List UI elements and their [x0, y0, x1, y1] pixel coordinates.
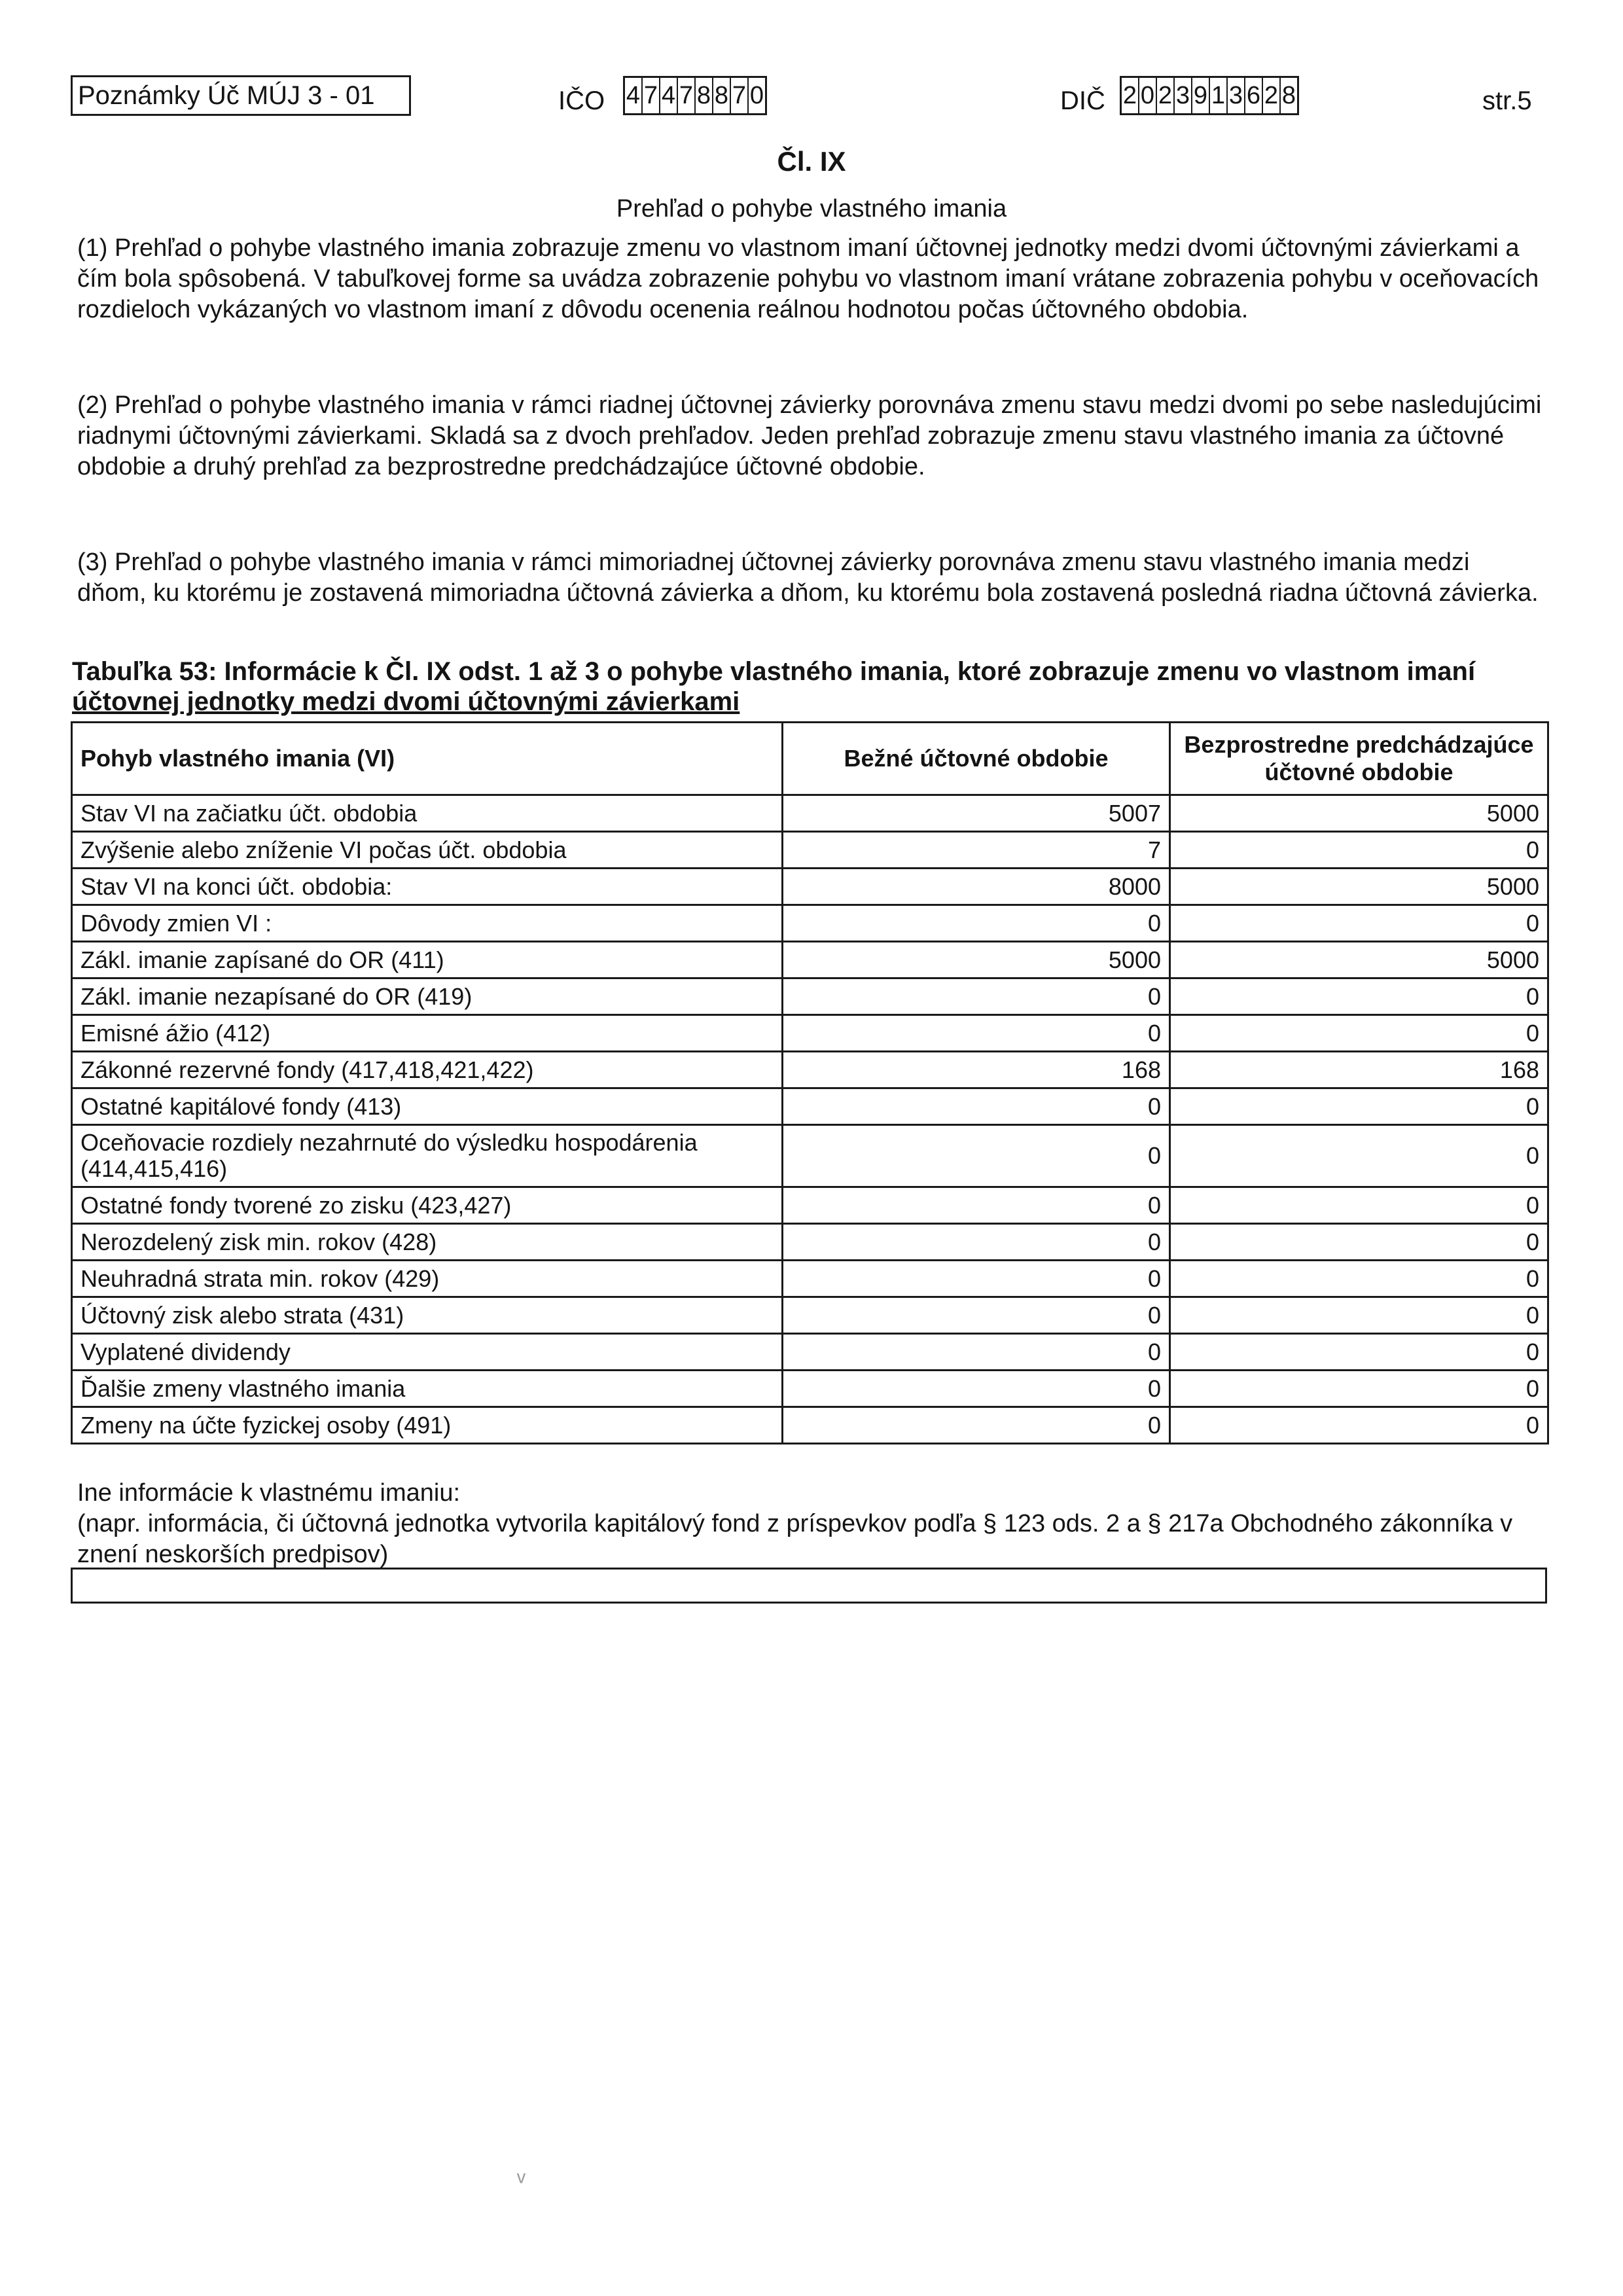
previous-value: 0: [1170, 1187, 1548, 1224]
table-header-row: [72, 723, 1548, 795]
dic-digit: 1: [1210, 78, 1228, 113]
row-label: Ostatné fondy tvorené zo zisku (423,427): [72, 1187, 783, 1224]
current-value: 0: [783, 1187, 1170, 1224]
current-value: 0: [783, 1261, 1170, 1297]
table-row: [72, 942, 1548, 978]
current-value: 0: [783, 905, 1170, 942]
previous-value: 0: [1170, 1261, 1548, 1297]
previous-value: 5000: [1170, 942, 1548, 978]
dic-digit: 6: [1245, 78, 1263, 113]
ico-digit: 7: [731, 78, 749, 113]
previous-value: 0: [1170, 1334, 1548, 1371]
other-info-note: (napr. informácia, či účtovná jednotka vytvorila kapitálový fond z príspevkov podľa § 123 ods. 2 a § 217a Obchodného zákonníka v znení neskorších predpisov): [77, 1510, 1513, 1568]
ico-digit: 8: [696, 78, 713, 113]
table-caption-line-2: účtovnej jednotky medzi dvomi účtovnými závierkami: [72, 687, 740, 716]
previous-value: 5000: [1170, 795, 1548, 832]
row-label: Zmeny na účte fyzickej osoby (491): [72, 1407, 783, 1444]
table-row: [72, 1407, 1548, 1444]
table-row: [72, 1088, 1548, 1125]
current-value: 8000: [783, 869, 1170, 905]
row-label: Ďalšie zmeny vlastného imania: [72, 1371, 783, 1407]
paragraph-text: (3) Prehľad o pohybe vlastného imania v rámci mimoriadnej účtovnej závierky porovnáva zmenu stavu vlastného imania medzi dňom, ku ktorému je zostavená mimoriadna účtovná závierka a dňom, ku ktorému bola zostavená posledná riadna účtovná závierka.: [77, 548, 1539, 607]
previous-value: 0: [1170, 1407, 1548, 1444]
row-label: Oceňovacie rozdiely nezahrnuté do výsledku hospodárenia (414,415,416): [72, 1125, 783, 1187]
current-value: 0: [783, 1297, 1170, 1334]
scan-smudge-mark: ᵛ: [517, 2166, 526, 2195]
row-label: Zákl. imanie nezapísané do OR (419): [72, 978, 783, 1015]
table-row: [72, 869, 1548, 905]
ico-digit: 4: [660, 78, 678, 113]
table-row: [72, 1125, 1548, 1187]
table-row: [72, 1224, 1548, 1261]
table-row: [72, 1052, 1548, 1088]
paragraph-text: (2) Prehľad o pohybe vlastného imania v rámci riadnej účtovnej závierky porovnáva zmenu stavu medzi dvomi po sebe nasledujúcimi riadnymi účtovnými závierkami. Skladá sa z dvoch prehľadov. Jeden prehľad zobrazuje zmenu stavu vlastného imania za účtovné obdobie a druhý prehľad za bezprostredne predchádzajúce účtovné obdobie.: [77, 391, 1542, 480]
previous-value: 0: [1170, 1088, 1548, 1125]
previous-value: 5000: [1170, 869, 1548, 905]
table-row: [72, 1334, 1548, 1371]
dic-digit: 0: [1139, 78, 1157, 113]
table-row: [72, 1297, 1548, 1334]
column-header-current-period: Bežné účtovné obdobie: [783, 723, 1170, 795]
ico-digit: 7: [643, 78, 660, 113]
ico-digit: 0: [749, 82, 764, 109]
row-label: Stav VI na začiatku účt. obdobia: [72, 795, 783, 832]
previous-value: 0: [1170, 978, 1548, 1015]
row-label: Vyplatené dividendy: [72, 1334, 783, 1371]
table-row: [72, 978, 1548, 1015]
dic-digit-boxes: [1120, 76, 1299, 115]
previous-value: 0: [1170, 832, 1548, 869]
previous-value: 168: [1170, 1052, 1548, 1088]
previous-value: 0: [1170, 905, 1548, 942]
table-row: [72, 1371, 1548, 1407]
current-value: 0: [783, 1015, 1170, 1052]
row-label: Emisné ážio (412): [72, 1015, 783, 1052]
dic-digit: 3: [1175, 78, 1192, 113]
dic-digit: 2: [1263, 78, 1281, 113]
row-label: Zákonné rezervné fondy (417,418,421,422): [72, 1052, 783, 1088]
dic-digit: 2: [1157, 78, 1175, 113]
current-value: 0: [783, 1088, 1170, 1125]
current-value: 5000: [783, 942, 1170, 978]
dic-label: DIČ: [1060, 86, 1105, 115]
dic-digit: 3: [1228, 78, 1245, 113]
paragraph-3: [77, 547, 1543, 609]
table-row: [72, 905, 1548, 942]
column-header-previous-period: Bezprostredne predchádzajúce účtovné obdobie: [1170, 723, 1548, 795]
other-info-field[interactable]: [71, 1568, 1547, 1604]
row-label: Zvýšenie alebo zníženie VI počas účt. obdobia: [72, 832, 783, 869]
current-value: 0: [783, 978, 1170, 1015]
row-label: Ostatné kapitálové fondy (413): [72, 1088, 783, 1125]
previous-value: 0: [1170, 1125, 1548, 1187]
other-info-title: Ine informácie k vlastnému imaniu:: [77, 1479, 461, 1507]
previous-value: 0: [1170, 1297, 1548, 1334]
current-value: 0: [783, 1407, 1170, 1444]
table-row: [72, 832, 1548, 869]
current-value: 5007: [783, 795, 1170, 832]
row-label: Účtovný zisk alebo strata (431): [72, 1297, 783, 1334]
row-label: Zákl. imanie zapísané do OR (411): [72, 942, 783, 978]
table-caption-line-1: Tabuľka 53: Informácie k Čl. IX odst. 1 až 3 o pohybe vlastného imania, ktoré zobrazuje zmenu vo vlastnom imaní: [72, 657, 1476, 686]
paragraph-text: (1) Prehľad o pohybe vlastného imania zobrazuje zmenu vo vlastnom imaní účtovnej jednotky medzi dvomi účtovnými závierkami a čím bola spôsobená. V tabuľkovej forme sa uvádza zobrazenie pohybu vo vlastnom imaní vrátane zobrazenia pohybu v oceňovacích rozdieloch vykázaných vo vlastnom imaní z dôvodu ocenenia reálnou hodnotou počas účtovného obdobia.: [77, 234, 1539, 323]
ico-digit: 7: [678, 78, 696, 113]
table-row: [72, 795, 1548, 832]
current-value: 168: [783, 1052, 1170, 1088]
row-label: Neuhradná strata min. rokov (429): [72, 1261, 783, 1297]
dic-digit: 8: [1281, 82, 1296, 109]
table-row: [72, 1187, 1548, 1224]
previous-value: 0: [1170, 1224, 1548, 1261]
current-value: 7: [783, 832, 1170, 869]
current-value: 0: [783, 1125, 1170, 1187]
table-row: [72, 1261, 1548, 1297]
paragraph-1: [77, 233, 1543, 325]
current-value: 0: [783, 1371, 1170, 1407]
paragraph-2: [77, 390, 1543, 482]
ico-digit: 4: [625, 78, 643, 113]
page-number: str.5: [1482, 86, 1532, 115]
ico-digit-boxes: [623, 76, 767, 115]
other-equity-info: [77, 1478, 1556, 1570]
article-number: Čl. IX: [777, 146, 846, 177]
previous-value: 0: [1170, 1015, 1548, 1052]
equity-movement-table: [71, 721, 1549, 1444]
ico-digit: 8: [713, 78, 731, 113]
previous-value: 0: [1170, 1371, 1548, 1407]
table-caption: [72, 656, 1551, 717]
ico-label: IČO: [558, 86, 605, 115]
table-row: [72, 1015, 1548, 1052]
row-label: Dôvody zmien VI :: [72, 905, 783, 942]
row-label: Nerozdelený zisk min. rokov (428): [72, 1224, 783, 1261]
dic-digit: 2: [1122, 78, 1139, 113]
current-value: 0: [783, 1334, 1170, 1371]
form-identifier: Poznámky Úč MÚJ 3 - 01: [71, 75, 411, 116]
current-value: 0: [783, 1224, 1170, 1261]
dic-digit: 9: [1192, 78, 1210, 113]
column-header-item: Pohyb vlastného imania (VI): [72, 723, 783, 795]
article-title: Prehľad o pohybe vlastného imania: [616, 195, 1007, 223]
row-label: Stav VI na konci účt. obdobia:: [72, 869, 783, 905]
